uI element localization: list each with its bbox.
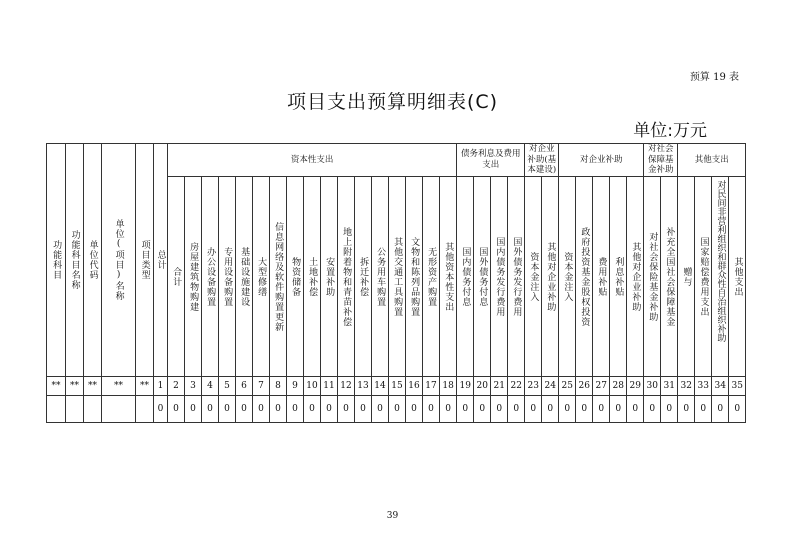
header-cell: 其他对企业补助 [627, 177, 644, 377]
value-cell [102, 396, 136, 423]
header-cell: 总计 [154, 144, 168, 377]
column-number-cell: 16 [406, 377, 423, 396]
header-cell: 利息补贴 [610, 177, 627, 377]
header-cell: 拆迁补偿 [355, 177, 372, 377]
column-number-cell: 27 [593, 377, 610, 396]
header-cell: 费用补贴 [593, 177, 610, 377]
value-cell [136, 396, 154, 423]
column-number-cell: 33 [695, 377, 712, 396]
column-number-cell: 18 [440, 377, 457, 396]
column-number-cell: 12 [338, 377, 355, 396]
header-cell: 其他交通工具购置 [389, 177, 406, 377]
column-number-cell: 19 [457, 377, 474, 396]
column-number-cell: ** [102, 377, 136, 396]
value-cell [84, 396, 102, 423]
value-cell: 0 [219, 396, 236, 423]
value-cell: 0 [440, 396, 457, 423]
value-cell: 0 [202, 396, 219, 423]
header-cell: 物资储备 [287, 177, 304, 377]
value-cell: 0 [270, 396, 287, 423]
header-cell: 国外债务发行费用 [508, 177, 525, 377]
header-cell: 大型修缮 [253, 177, 270, 377]
header-cell: 基础设施建设 [236, 177, 253, 377]
group-header-row [47, 144, 746, 177]
header-cell: 国内债务发行费用 [491, 177, 508, 377]
column-number-cell: 3 [185, 377, 202, 396]
column-number-cell: 32 [678, 377, 695, 396]
header-cell: 功能科目 [47, 144, 66, 377]
column-number-cell: 24 [542, 377, 559, 396]
column-number-cell: 10 [304, 377, 321, 396]
value-cell: 0 [423, 396, 440, 423]
value-cell: 0 [372, 396, 389, 423]
column-number-cell: 22 [508, 377, 525, 396]
group-ent-basic: 对企业补助(基本建设) [525, 144, 559, 177]
column-number-cell: 31 [661, 377, 678, 396]
column-number-cell: 6 [236, 377, 253, 396]
value-cell: 0 [542, 396, 559, 423]
header-cell: 对社会保险基金补助 [644, 177, 661, 377]
column-number-cell: 5 [219, 377, 236, 396]
value-cell: 0 [185, 396, 202, 423]
column-number-cell: 14 [372, 377, 389, 396]
column-number-cell: ** [66, 377, 84, 396]
value-cell: 0 [695, 396, 712, 423]
header-cell: 房屋建筑物购建 [185, 177, 202, 377]
value-cell: 0 [729, 396, 746, 423]
page-title: 项目支出预算明细表(C) [286, 91, 499, 113]
group-debt: 债务利息及费用支出 [457, 144, 525, 177]
header-cell: 其他支出 [729, 177, 746, 377]
unit-label: 单位:万元 [633, 121, 707, 141]
column-number-cell: 17 [423, 377, 440, 396]
column-number-cell: 25 [559, 377, 576, 396]
value-cell: 0 [508, 396, 525, 423]
value-cell: 0 [457, 396, 474, 423]
header-cell: 功能科目名称 [66, 144, 84, 377]
header-cell: 专用设备购置 [219, 177, 236, 377]
group-other: 其他支出 [678, 144, 746, 177]
page-number: 39 [386, 511, 399, 521]
column-number-cell: 23 [525, 377, 542, 396]
column-number-cell: 21 [491, 377, 508, 396]
header-cell: 单位(项目)名称 [102, 144, 136, 377]
value-cell: 0 [525, 396, 542, 423]
value-cell: 0 [712, 396, 729, 423]
column-number-cell: 9 [287, 377, 304, 396]
header-cell: 赠与 [678, 177, 695, 377]
header-cell: 信息网络及软件购置更新 [270, 177, 287, 377]
value-cell: 0 [491, 396, 508, 423]
column-number-cell: 35 [729, 377, 746, 396]
column-number-cell: 4 [202, 377, 219, 396]
column-number-cell: 30 [644, 377, 661, 396]
column-number-cell: 8 [270, 377, 287, 396]
header-cell: 项目类型 [136, 144, 154, 377]
header-cell: 对民间非营利组织和群众性自治组织补助 [712, 177, 729, 377]
header-cell: 地上附着物和青苗补偿 [338, 177, 355, 377]
data-row [47, 396, 746, 423]
header-cell: 无形资产购置 [423, 177, 440, 377]
column-number-cell: ** [136, 377, 154, 396]
value-cell: 0 [253, 396, 270, 423]
value-cell: 0 [287, 396, 304, 423]
header-cell: 资本金注入 [525, 177, 542, 377]
column-number-cell: 13 [355, 377, 372, 396]
column-number-cell: 29 [627, 377, 644, 396]
column-number-cell: 34 [712, 377, 729, 396]
form-code: 预算 19 表 [689, 72, 739, 83]
value-cell: 0 [644, 396, 661, 423]
budget-table [46, 143, 746, 423]
header-cell: 其他资本性支出 [440, 177, 457, 377]
value-cell: 0 [610, 396, 627, 423]
value-cell: 0 [474, 396, 491, 423]
value-cell: 0 [154, 396, 168, 423]
value-cell: 0 [559, 396, 576, 423]
value-cell: 0 [406, 396, 423, 423]
header-cell: 公务用车购置 [372, 177, 389, 377]
header-cell: 补充全国社会保障基金 [661, 177, 678, 377]
value-cell: 0 [355, 396, 372, 423]
column-number-cell: 1 [154, 377, 168, 396]
header-cell: 土地补偿 [304, 177, 321, 377]
header-cell: 办公设备购置 [202, 177, 219, 377]
column-number-cell: 26 [576, 377, 593, 396]
group-ent: 对企业补助 [559, 144, 644, 177]
column-number-cell: 2 [168, 377, 185, 396]
value-cell: 0 [593, 396, 610, 423]
value-cell: 0 [389, 396, 406, 423]
value-cell: 0 [576, 396, 593, 423]
header-cell: 合计 [168, 177, 185, 377]
column-number-cell: 11 [321, 377, 338, 396]
value-cell: 0 [338, 396, 355, 423]
header-cell: 单位代码 [84, 144, 102, 377]
header-cell: 安置补助 [321, 177, 338, 377]
header-cell: 政府投资基金股权投资 [576, 177, 593, 377]
value-cell [47, 396, 66, 423]
value-cell: 0 [304, 396, 321, 423]
value-cell: 0 [321, 396, 338, 423]
column-number-cell: ** [47, 377, 66, 396]
group-capital: 资本性支出 [168, 144, 457, 177]
header-cell: 国内债务付息 [457, 177, 474, 377]
header-cell: 国家赔偿费用支出 [695, 177, 712, 377]
group-social: 对社会保障基金补助 [644, 144, 678, 177]
header-cell: 国外债务付息 [474, 177, 491, 377]
column-number-cell: 7 [253, 377, 270, 396]
header-cell: 文物和陈列品购置 [406, 177, 423, 377]
column-number-cell: 28 [610, 377, 627, 396]
column-number-cell: 15 [389, 377, 406, 396]
value-cell: 0 [627, 396, 644, 423]
column-number-cell: 20 [474, 377, 491, 396]
value-cell: 0 [168, 396, 185, 423]
header-cell: 其他对企业补助 [542, 177, 559, 377]
value-cell: 0 [661, 396, 678, 423]
header-cell: 资本金注入 [559, 177, 576, 377]
value-cell: 0 [236, 396, 253, 423]
column-number-row [47, 377, 746, 396]
column-number-cell: ** [84, 377, 102, 396]
value-cell [66, 396, 84, 423]
value-cell: 0 [678, 396, 695, 423]
